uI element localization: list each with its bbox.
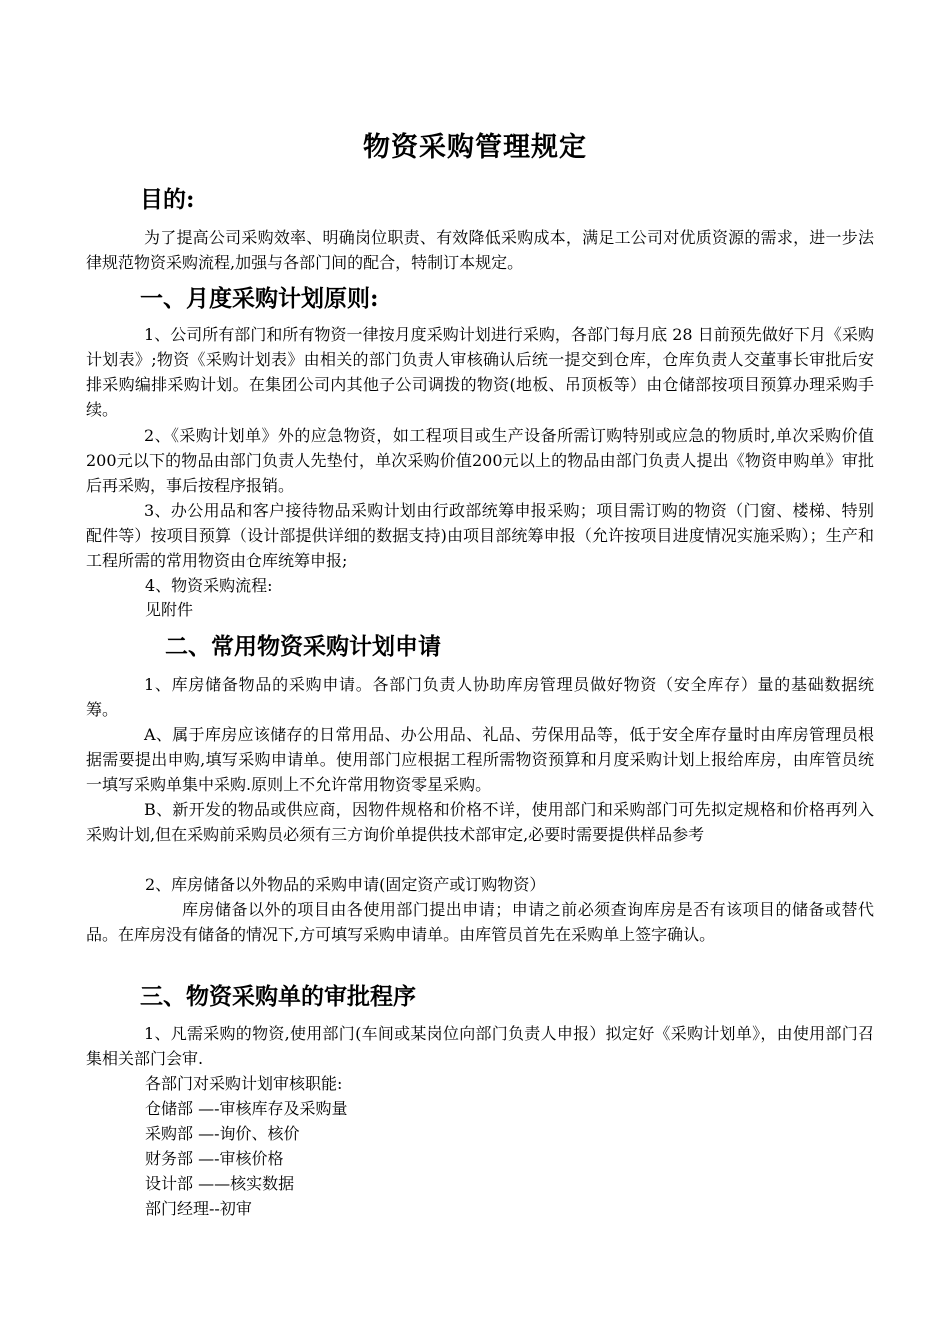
section-1-paragraph-3: 3、办公用品和客户接待物品采购计划由行政部统筹申报采购；项目需订购的物资（门窗、楼梯、特别配件等）按项目预算（设计部提供详细的数据支持)由项目部统筹申报（允许按项目进度情况实施采购）；生产和工程所需的常用物资由仓库统筹申报; [86, 501, 874, 570]
section-1-paragraph-2: 2、《采购计划单》外的应急物资，如工程项目或生产设备所需订购特别或应急的物质时,单次采购价值200元以下的物品由部门负责人先垫付，单次采购价值200元以上的物品由部门负责人提出《物资申购单》审批后再采购，事后按程序报销。 [86, 426, 874, 495]
section-3-heading: 三、物资采购单的审批程序 [140, 983, 416, 1010]
section-2-paragraph-4: 2、库房储备以外物品的采购申请(固定资产或订购物资） [145, 875, 546, 894]
purpose-heading: 目的: [140, 186, 195, 213]
role-line-warehouse: 仓储部 —-审核库存及采购量 [145, 1099, 348, 1118]
section-2-paragraph-3: B、新开发的物品或供应商，因物件规格和价格不详，使用部门和采购部门可先拟定规格和价格再列入采购计划,但在采购前采购员必须有三方询价单提供技术部审定,必要时需要提供样品参考 [86, 800, 874, 844]
role-line-finance: 财务部 —-审核价格 [145, 1149, 284, 1168]
role-line-manager: 部门经理--初审 [145, 1199, 252, 1218]
section-2-heading: 二、常用物资采购计划申请 [165, 633, 441, 660]
review-duties-intro: 各部门对采购计划审核职能: [145, 1074, 343, 1093]
attachment-note: 见附件 [145, 600, 194, 619]
role-line-purchasing: 采购部 —-询价、核价 [145, 1124, 300, 1143]
role-line-design: 设计部 ——核实数据 [145, 1174, 295, 1193]
section-2-paragraph-5: 库房储备以外的项目由各使用部门提出申请；申请之前必须查询库房是否有该项目的储备或替代品。在库房没有储备的情况下,方可填写采购申请单。由库管员首先在采购单上签字确认。 [86, 900, 874, 944]
section-1-paragraph-4: 4、物资采购流程: [145, 576, 273, 595]
section-2-paragraph-1: 1、库房储备物品的采购申请。各部门负责人协助库房管理员做好物资（安全库存）量的基础数据统筹。 [86, 675, 874, 719]
document-title: 物资采购管理规定 [363, 132, 587, 163]
section-1-paragraph-1: 1、公司所有部门和所有物资一律按月度采购计划进行采购，各部门每月底 28 日前预先做好下月《采购计划表》;物资《采购计划表》由相关的部门负责人审核确认后统一提交到仓库，仓库负责人交董事长审批后安排采购编排采购计划。在集团公司内其他子公司调拨的物资(地板、吊顶板等）由仓储部按项目预算办理采购手续。 [86, 325, 874, 419]
section-2-paragraph-2: A、属于库房应该储存的日常用品、办公用品、礼品、劳保用品等，低于安全库存量时由库房管理员根据需要提出申购,填写采购申请单。使用部门应根据工程所需物资预算和月度采购计划上报给库房，由库管员统一填写采购单集中采购.原则上不允许常用物资零星采购。 [86, 725, 874, 794]
section-3-paragraph-1: 1、凡需采购的物资,使用部门(车间或某岗位向部门负责人申报）拟定好《采购计划单》，由使用部门召集相关部门会审. [86, 1024, 874, 1068]
section-1-heading: 一、月度采购计划原则: [140, 285, 379, 312]
purpose-paragraph: 为了提高公司采购效率、明确岗位职责、有效降低采购成本，满足工公司对优质资源的需求，进一步法律规范物资采购流程,加强与各部门间的配合，特制订本规定。 [86, 228, 874, 272]
